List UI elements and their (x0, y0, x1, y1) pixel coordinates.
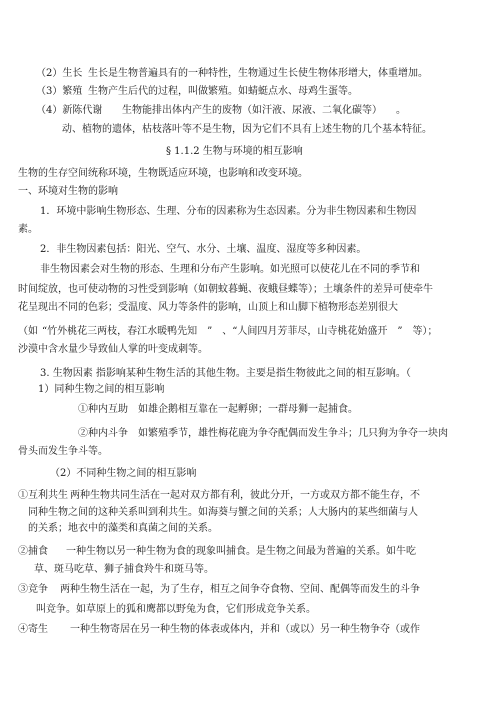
text-line (18, 284, 433, 296)
text-line (78, 404, 358, 416)
body-text: 花呈现出不同的色彩；受温度、风力等条件的影响，山顶上和山脚下植物形态差别很大 (18, 302, 398, 313)
subsection-title: （2）不同种生物之间的相互影响 (50, 468, 197, 479)
section-title: § 1.1.2 生物与环境的相互影响 (166, 146, 303, 157)
body-text: 等）； (412, 326, 438, 337)
item-label: （2）生长 (36, 68, 83, 79)
text-line (18, 224, 38, 236)
item-text: 如雄企鹅相互靠在一起孵卵；一群母狮一起捕食。 (138, 404, 358, 415)
body-text: 骨头而发生争斗等。 (18, 446, 108, 457)
text-line (62, 124, 432, 136)
item-label: ④寄生 (18, 624, 48, 635)
text-line (18, 624, 420, 636)
text-line (34, 564, 214, 576)
item-label: （3）繁殖 (36, 86, 83, 97)
item-text: 生长是生物普遍具有的一种特性，生物通过生长使生物体形增大，体重增加。 (88, 68, 428, 79)
item-text: 如繁殖季节，雄性梅花鹿为争夺配偶而发生争斗；几只狗为争夺一块肉 (138, 428, 448, 439)
text-line (28, 507, 418, 519)
subsection-heading (50, 468, 196, 480)
body-text: 非生物因素会对生物的形态、生理和分布产生影响。如光照可以使花儿在不同的季节和 (40, 264, 420, 275)
item-text: 一种生物以另一种生物为食的现象叫捕食。是生物之间最为普遍的关系。如牛吃 (66, 546, 416, 557)
item-text: 一种生物寄居在另一种生物的体表或体内，并和（或以）另一种生物争夺（或作 (70, 624, 420, 635)
subsection-heading (38, 384, 164, 396)
section-heading (166, 146, 303, 158)
text-line (28, 523, 218, 535)
text-line (40, 206, 416, 218)
item-label: ①互利共生 (18, 490, 68, 501)
text-line (18, 344, 208, 356)
text-line (40, 244, 366, 256)
body-text: 时间绽放，也可使动物的习性受到影响（如朝蚊暮蝇、夜蛾昼蝶等）；土壤条件的差异可使牵牛 (18, 284, 433, 295)
text-line (18, 168, 308, 180)
text-line (36, 68, 428, 80)
body-text: ” (397, 326, 403, 337)
body-text: 的关系；地衣中的藻类和真菌之间的关系。 (28, 523, 218, 534)
item-label: ①种内互助 (78, 404, 128, 415)
body-text: 2．非生物因素包括：阳光、空气、水分、土壤、温度、湿度等多种因素。 (40, 244, 367, 255)
body-text: 沙漠中含水量少导致仙人掌的叶变成刺等。 (18, 344, 208, 355)
text-line (18, 326, 438, 338)
text-line (18, 490, 420, 502)
item-label: ③竞争 (18, 584, 48, 595)
body-text: 动、植物的遗体，枯枝落叶等不是生物，因为它们不具有上述生物的几个基本特征。 (62, 124, 432, 135)
body-text: ” (207, 326, 213, 337)
body-text: （如 (18, 326, 38, 337)
text-line (18, 302, 398, 314)
text-line (40, 264, 420, 276)
item-text: 。 (396, 105, 406, 116)
text-line (18, 446, 108, 458)
text-line (36, 86, 358, 98)
body-text: 草、斑马吃草、狮子捕食羚牛和斑马等。 (34, 564, 214, 575)
body-text: 叫竞争。如草原上的狐和鹰都以野兔为食，它们形成竞争关系。 (36, 604, 316, 615)
body-text: “竹外桃花三两枝，春江水暖鸭先知 (42, 326, 198, 337)
item-label: ②捕食 (18, 546, 48, 557)
body-text: 生物的生存空间统称环境，生物既适应环境，也影响和改变环境。 (18, 168, 308, 179)
item-label: ②种内斗争 (78, 428, 128, 439)
text-line (78, 428, 448, 440)
text-line (18, 546, 416, 558)
body-text: 、“人间四月芳菲尽，山寺桃花始盛开 (222, 326, 388, 337)
text-line (36, 105, 406, 117)
body-text: 同种生物之间的这种关系叫到利共生。如海葵与蟹之间的关系；人大肠内的某些细菌与人 (28, 507, 418, 518)
item-text: 两种生物共同生活在一起对双方都有利，彼此分开，一方或双方都不能生存，不 (70, 490, 420, 501)
item-text: 两种生物生活在一起，为了生存，相互之间争夺食物、空间、配偶等而发生的斗争 (60, 584, 420, 595)
item-text: 生物产生后代的过程，叫做繁殖。如蜻蜓点水、母鸡生蛋等。 (88, 86, 358, 97)
item-label: （4）新陈代谢 (36, 105, 103, 116)
subsection-title: 1）同种生物之间的相互影响 (38, 384, 165, 395)
body-text: 1．环境中影响生物形态、生理、分布的因素称为生态因素。分为非生物因素和生物因 (40, 206, 417, 217)
text-line (40, 368, 411, 380)
subsection-title: 一、环境对生物的影响 (18, 186, 118, 197)
body-text: 3. 生物因素 指影响某种生物生活的其他生物。主要是指生物彼此之间的相互影响。（ (40, 368, 411, 379)
text-line (36, 604, 316, 616)
item-text: 生物能排出体内产生的废物（如汗液、尿液、二氧化碳等） (122, 105, 382, 116)
body-text: 素。 (18, 224, 38, 235)
text-line (18, 584, 420, 596)
subsection-heading (18, 186, 118, 198)
